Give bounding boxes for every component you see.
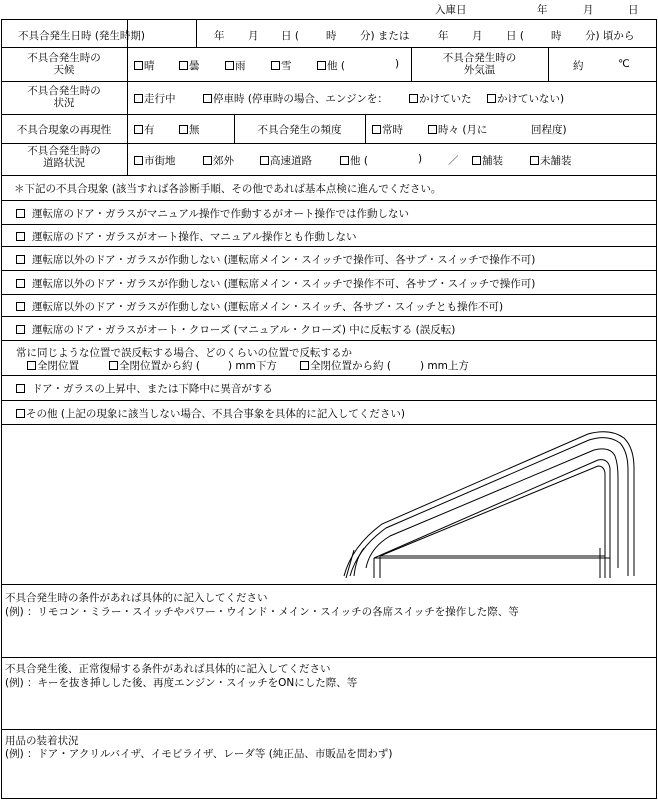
date2-month-label: 月 (472, 30, 483, 42)
occurrence-datetime-label: 不具合発生日時 (発生時期) (18, 30, 146, 42)
weather-cloudy-checkbox[interactable]: 曇 (179, 58, 200, 73)
status-driving-checkbox[interactable]: 走行中 (134, 91, 176, 106)
pos-above-unit: ) mm上方 (420, 360, 469, 372)
frequency-label: 不具合発生の頻度 (257, 124, 342, 136)
road-other-close: ) (418, 153, 423, 165)
reproducible-no-checkbox[interactable]: 無 (179, 122, 200, 137)
door-glass-illustration (330, 428, 655, 583)
noise-checkbox[interactable]: ドア・ガラスの上昇中、または下降中に異音がする (16, 381, 273, 396)
date-month-label: 月 (248, 30, 259, 42)
reverse-position-question: 常に同じような位置で誤反転する場合、どのくらいの位置で反転するか (16, 347, 352, 359)
received-month-label: 月 (583, 4, 594, 16)
weather-other-close: ) (395, 58, 400, 70)
freq-sometimes-checkbox[interactable]: 時々 (月に (428, 122, 487, 137)
road-highway-checkbox[interactable]: 高速道路 (260, 153, 312, 168)
driving-status-label: 不具合発生時の 状況 (27, 85, 101, 109)
engine-running-checkbox[interactable]: かけていた (409, 91, 472, 106)
road-slash: ／ (448, 155, 459, 167)
freq-always-checkbox[interactable]: 常時 (372, 122, 403, 137)
reproducibility-label: 不具合現象の再現性 (16, 124, 112, 136)
received-year-label: 年 (537, 4, 548, 16)
pos-above-checkbox[interactable]: 全閉位置から約 ( (300, 358, 391, 373)
equipment-title: 用品の装着状況 (5, 735, 79, 747)
pos-below-checkbox[interactable]: 全閉位置から約 ( (109, 358, 200, 373)
date-day-label: 日 ( (281, 30, 299, 42)
date2-year-label: 年 (438, 30, 449, 42)
pos-below-unit: ) mm下方 (228, 360, 277, 372)
reproducible-yes-checkbox[interactable]: 有 (134, 122, 155, 137)
symptom-item-3[interactable]: 運転席以外のドア・ガラスが作動しない (運転席メイン・スイッチで操作可、各サブ・スイッチで操作不可) (16, 252, 535, 267)
road-paved-checkbox[interactable]: 舗装 (472, 153, 503, 168)
status-stopped-checkbox[interactable]: 停車時 (停車時の場合、エンジンを： (203, 91, 388, 106)
road-suburb-checkbox[interactable]: 郊外 (203, 153, 234, 168)
conditions-title: 不具合発生時の条件があれば具体的に記入してください (5, 592, 268, 604)
temp-approx-label: 約 (573, 60, 584, 72)
recovery-example: (例) ：キーを抜き挿しした後、再度エンジン・スイッチをONにした際、等 (5, 677, 358, 689)
outside-temp-label: 不具合発生時の 外気温 (442, 52, 517, 76)
pos-fully-closed-checkbox[interactable]: 全閉位置 (27, 358, 79, 373)
road-condition-label: 不具合発生時の 道路状況 (27, 145, 101, 169)
date2-day-label: 日 ( (506, 30, 524, 42)
conditions-example: (例) ：リモコン・ミラー・スイッチやパワー・ウインド・メイン・スイッチの各席スイッチを操作した際、等 (5, 606, 519, 618)
symptom-item-5[interactable]: 運転席以外のドア・ガラスが作動しない (運転席メイン・スイッチ、各サブ・スイッチとも操作不可) (16, 299, 503, 314)
date2-min-label: 分) 頃から (585, 30, 635, 42)
weather-clear-checkbox[interactable]: 晴 (134, 58, 155, 73)
recovery-title: 不具合発生後、正常復帰する条件があれば具体的に記入してください (5, 663, 331, 675)
weather-label: 不具合発生時の 天候 (27, 52, 101, 76)
date-hour-label: 時 (326, 30, 337, 42)
weather-rain-checkbox[interactable]: 雨 (225, 58, 246, 73)
freq-times-label: 回程度) (531, 124, 567, 136)
weather-other-checkbox[interactable]: 他 ( (317, 58, 345, 73)
received-date-label: 入庫日 (435, 4, 467, 16)
temp-unit-label: ℃ (618, 58, 630, 70)
road-unpaved-checkbox[interactable]: 未舗装 (530, 153, 572, 168)
received-day-label: 日 (628, 4, 639, 16)
symptom-item-1[interactable]: 運転席のドア・ガラスがマニュアル操作で作動するがオート操作では作動しない (16, 206, 409, 221)
date-year-label: 年 (214, 30, 225, 42)
weather-snow-checkbox[interactable]: 雪 (271, 58, 292, 73)
engine-off-checkbox[interactable]: かけていない) (487, 91, 564, 106)
symptom-item-2[interactable]: 運転席のドア・ガラスがオート操作、マニュアル操作とも作動しない (16, 229, 356, 244)
equipment-example: (例) ：ドア・アクリルバイザ、イモビライザ、レーダ等 (純正品、市販品を問わず) (5, 748, 393, 760)
symptom-item-6[interactable]: 運転席のドア・ガラスがオート・クローズ (マニュアル・クローズ) 中に反転する (誤反転) (16, 322, 455, 337)
symptom-note: ＊下記の不具合現象 (該当すれば各診断手順、その他であれば基本点検に進んでください。 (14, 183, 442, 195)
other-symptom-checkbox[interactable]: その他 (上記の現象に該当しない場合、不具合事象を具体的に記入してください) (16, 406, 405, 421)
date-min-label: 分) または (360, 30, 410, 42)
road-city-checkbox[interactable]: 市街地 (134, 153, 176, 168)
symptom-item-4[interactable]: 運転席以外のドア・ガラスが作動しない (運転席メイン・スイッチで操作不可、各サブ・スイッチで操作可) (16, 276, 535, 291)
road-other-checkbox[interactable]: 他 ( (340, 153, 368, 168)
date2-hour-label: 時 (551, 30, 562, 42)
